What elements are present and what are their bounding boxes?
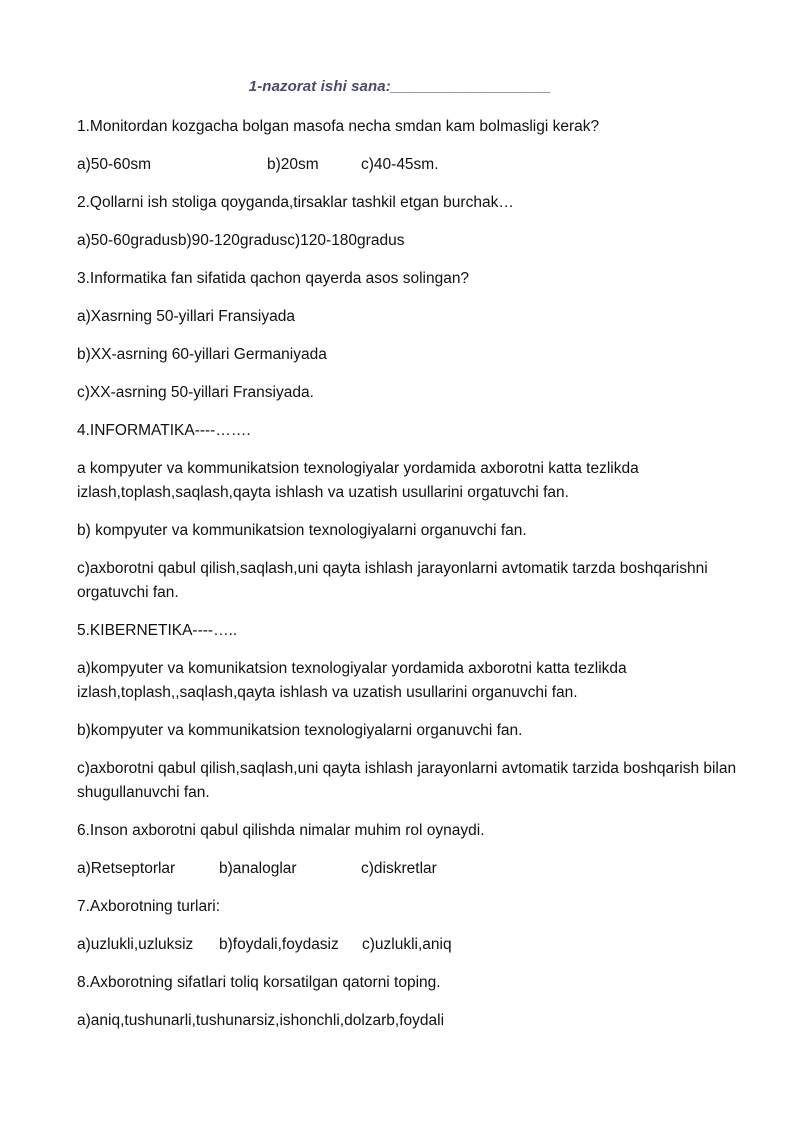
option-4b: b) kompyuter va kommunikatsion texnologiyalarni organuvchi fan.	[77, 522, 527, 539]
question-1-options	[77, 153, 737, 177]
question-6-options	[77, 857, 737, 881]
option-3a: a)Xasrning 50-yillari Fransiyada	[77, 308, 295, 325]
question-2-options: a)50-60gradusb)90-120gradusc)120-180gradus	[77, 232, 405, 249]
option-7b: b)foydali,foydasiz	[219, 936, 339, 953]
test-content	[77, 115, 737, 1047]
page-title: 1-nazorat ishi sana:___________________	[248, 78, 552, 95]
question-5: 5.KIBERNETIKA----…..	[77, 622, 238, 639]
option-1c: c)40-45sm.	[361, 156, 439, 173]
option-7a: a)uzlukli,uzluksiz	[77, 936, 194, 953]
question-7-options	[77, 933, 737, 957]
option-5a: a)kompyuter va komunikatsion texnologiyalar yordamida axborotni katta tezlikda izlash,toplash,,saqlash,qayta ishlash va uzatish usullarini organuvchi fan.	[77, 660, 627, 701]
option-5c: c)axborotni qabul qilish,saqlash,uni qayta ishlash jarayonlarni avtomatik tarzida boshqarish bilan shugullanuvchi fan.	[77, 760, 737, 801]
question-6: 6.Inson axborotni qabul qilishda nimalar muhim rol oynaydi.	[77, 822, 485, 839]
option-1b: b)20sm	[267, 156, 319, 173]
option-6c: c)diskretlar	[361, 860, 437, 877]
question-8: 8.Axborotning sifatlari toliq korsatilgan qatorni toping.	[77, 974, 441, 991]
question-3: 3.Informatika fan sifatida qachon qayerda asos solingan?	[77, 270, 470, 287]
option-7c: c)uzlukli,aniq	[362, 936, 452, 953]
option-1a: a)50-60sm	[77, 156, 152, 173]
option-4a: a kompyuter va kommunikatsion texnologiyalar yordamida axborotni katta tezlikda izlash,toplash,saqlash,qayta ishlash va uzatish usullarini orgatuvchi fan.	[77, 460, 639, 501]
option-6a: a)Retseptorlar	[77, 860, 176, 877]
option-8a: a)aniq,tushunarli,tushunarsiz,ishonchli,dolzarb,foydali	[77, 1012, 445, 1029]
option-6b: b)analoglar	[219, 860, 297, 877]
option-5b: b)kompyuter va kommunikatsion texnologiyalarni organuvchi fan.	[77, 722, 523, 739]
question-7: 7.Axborotning turlari:	[77, 898, 221, 915]
option-4c: c)axborotni qabul qilish,saqlash,uni qayta ishlash jarayonlarni avtomatik tarzda boshqarishni orgatuvchi fan.	[77, 560, 708, 601]
question-2: 2.Qollarni ish stoliga qoyganda,tirsaklar tashkil etgan burchak…	[77, 194, 514, 211]
option-3c: c)XX-asrning 50-yillari Fransiyada.	[77, 384, 314, 401]
question-1: 1.Monitordan kozgacha bolgan masofa necha smdan kam bolmasligi kerak?	[77, 118, 600, 135]
option-3b: b)XX-asrning 60-yillari Germaniyada	[77, 346, 327, 363]
question-4: 4.INFORMATIKA----…….	[77, 422, 251, 439]
